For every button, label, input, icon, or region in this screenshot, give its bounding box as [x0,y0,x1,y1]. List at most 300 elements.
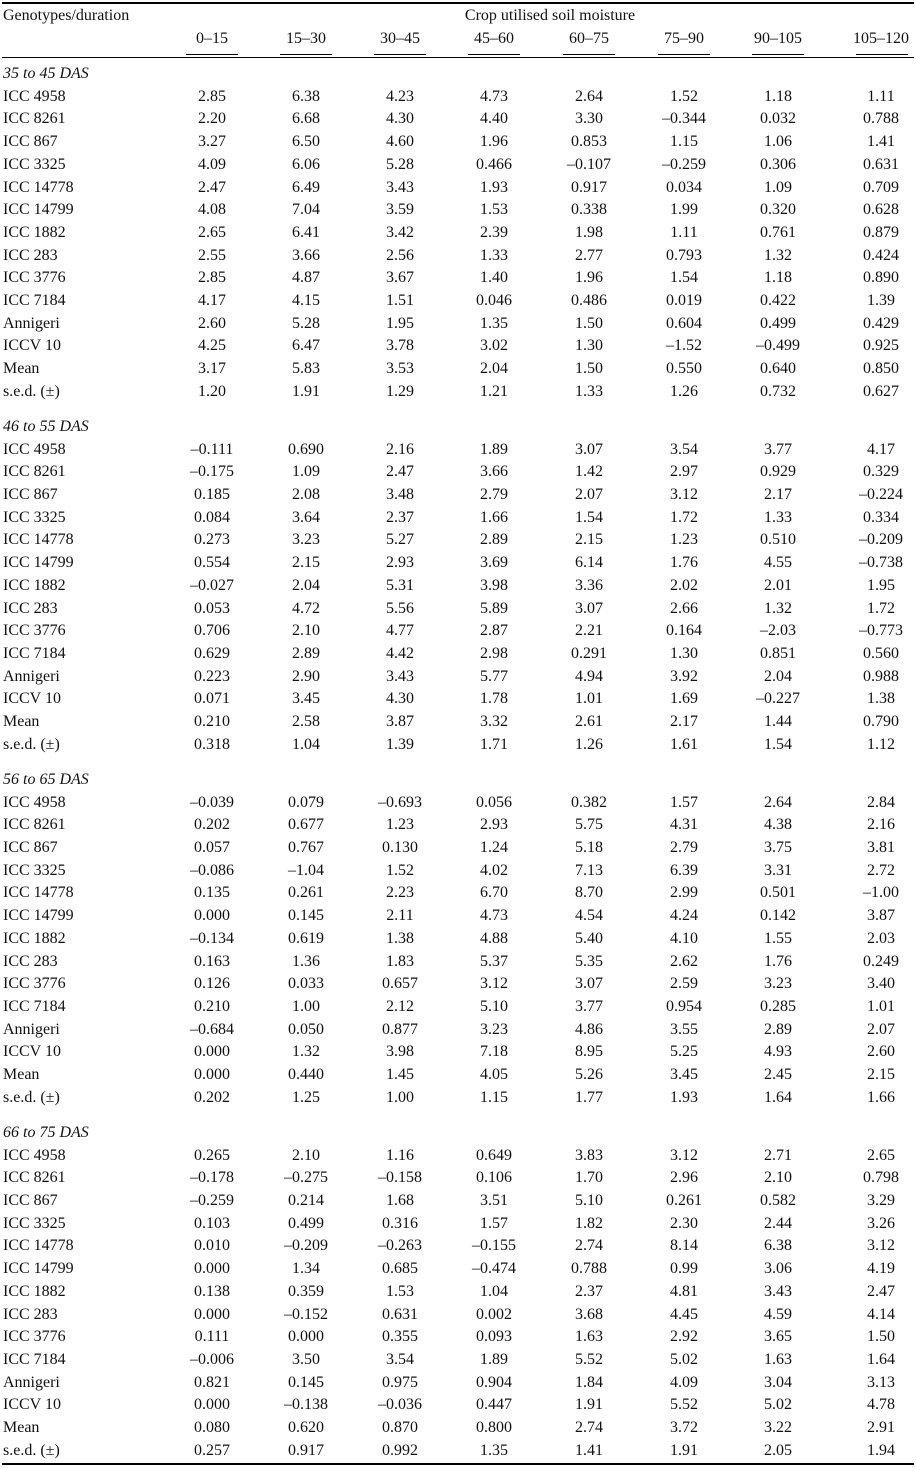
table-cell: 4.05 [480,1066,508,1084]
table-cell: 1.57 [670,793,698,811]
table-cell: 1.36 [292,952,320,970]
row-label: ICC 14778 [3,178,74,196]
table-cell: 0.798 [863,1169,899,1187]
table-cell: –0.499 [756,337,800,355]
table-cell: 3.43 [386,178,414,196]
table-cell: 1.99 [670,201,698,219]
table-cell: 1.32 [764,246,792,264]
table-cell: 2.04 [764,667,792,685]
table-cell: 5.56 [386,599,414,617]
table-cell: 3.98 [480,576,508,594]
table-cell: 3.81 [867,839,895,857]
row-label: ICC 867 [3,486,58,504]
table-cell: –2.03 [760,622,796,640]
table-cell: 3.07 [575,440,603,458]
row-label: ICC 867 [3,839,58,857]
table-cell: 0.761 [760,223,796,241]
table-cell: 5.83 [292,360,320,378]
table-cell: 0.261 [666,1192,702,1210]
table-cell: –0.263 [378,1237,422,1255]
table-cell: 0.000 [194,1260,230,1278]
row-label: ICC 8261 [3,463,66,481]
table-cell: 1.06 [764,133,792,151]
table-cell: 0.917 [288,1441,324,1459]
table-cell: 4.31 [670,816,698,834]
table-cell: 0.046 [476,292,512,309]
table-cell: 2.10 [292,622,320,640]
table-cell: 4.14 [867,1305,895,1323]
table-cell: 0.925 [863,337,899,355]
row-label: ICC 283 [3,246,58,264]
table-cell: 2.62 [670,952,698,970]
table-cell: 0.057 [194,839,230,857]
table-cell: 2.03 [867,929,895,947]
table-cell: 2.89 [764,1020,792,1038]
table-cell: –0.224 [859,486,903,504]
table-cell: 3.30 [575,110,603,128]
table-cell: 1.16 [386,1146,414,1164]
table-cell: 1.41 [575,1441,603,1459]
table-cell: 4.09 [670,1373,698,1391]
table-cell: 1.95 [867,576,895,594]
table-cell: 2.15 [867,1066,895,1084]
row-label: ICC 1882 [3,1282,66,1300]
row-label: ICC 7184 [3,1350,66,1368]
table-cell: 4.30 [386,110,414,128]
table-cell: 2.02 [670,576,698,594]
table-cell: 1.51 [386,292,414,309]
row-label: ICC 3325 [3,155,66,173]
table-cell: 0.164 [666,622,702,640]
table-cell: –1.52 [666,337,702,355]
table-cell: 2.44 [764,1214,792,1232]
table-cell: 4.81 [670,1282,698,1300]
row-label: ICC 14799 [3,554,74,572]
table-cell: 1.50 [575,360,603,378]
table-cell: 0.429 [863,314,899,332]
table-cell: 0.320 [760,201,796,219]
table-cell: 1.04 [480,1282,508,1300]
table-cell: 1.29 [386,382,414,400]
table-cell: 0.851 [760,644,796,662]
table-cell: 0.904 [476,1373,512,1391]
row-label: ICC 4958 [3,1146,66,1164]
table-cell: 0.620 [288,1419,324,1437]
table-cell: 0.706 [194,622,230,640]
table-cell: 4.19 [867,1260,895,1278]
table-cell: 0.929 [760,463,796,481]
table-cell: 1.61 [670,735,698,753]
table-cell: 1.09 [292,463,320,481]
table-cell: 1.00 [386,1088,414,1106]
table-cell: 0.145 [288,907,324,925]
table-cell: 3.12 [670,1146,698,1164]
header-rule [2,57,914,58]
section-title: 66 to 75 DAS [3,1123,89,1141]
table-cell: 2.04 [292,576,320,594]
row-label: Annigeri [3,314,60,332]
table-cell: 0.306 [760,155,796,173]
table-cell: 2.60 [867,1043,895,1061]
row-label: ICC 3325 [3,861,66,879]
column-header-underline [280,54,332,55]
section-title: 35 to 45 DAS [3,65,89,82]
table-cell: 0.640 [760,360,796,378]
table-cell: 0.890 [863,269,899,287]
row-label: ICC 867 [3,1192,58,1210]
table-cell: 0.080 [194,1419,230,1437]
table-cell: 2.47 [867,1282,895,1300]
table-cell: –0.134 [190,929,234,947]
table-cell: 2.90 [292,667,320,685]
table-cell: 0.318 [194,735,230,753]
table-cell: 0.214 [288,1192,324,1210]
table-cell: 2.64 [764,793,792,811]
table-cell: 3.59 [386,201,414,219]
table-cell: 6.14 [575,554,603,572]
table-cell: 3.83 [575,1146,603,1164]
table-cell: 0.210 [194,713,230,731]
table-cell: 2.93 [386,554,414,572]
table-cell: 1.26 [575,735,603,753]
table-cell: 3.12 [480,975,508,993]
table-cell: 1.00 [292,997,320,1015]
table-cell: 4.73 [480,907,508,925]
table-cell: 0.334 [863,508,899,526]
table-cell: –0.178 [190,1169,234,1187]
table-cell: 0.273 [194,531,230,549]
table-cell: 0.627 [863,382,899,400]
table-cell: 8.95 [575,1043,603,1061]
table-cell: 1.91 [292,382,320,400]
table-cell: 0.853 [571,133,607,151]
table-cell: 0.130 [382,839,418,857]
table-cell: 1.55 [764,929,792,947]
table-cell: 5.31 [386,576,414,594]
row-label: ICC 283 [3,1305,58,1323]
table-cell: –0.344 [662,110,706,128]
table-cell: 3.26 [867,1214,895,1232]
row-label: ICC 1882 [3,929,66,947]
table-cell: 2.91 [867,1419,895,1437]
table-cell: 5.27 [386,531,414,549]
table-cell: 1.23 [670,531,698,549]
table-cell: 2.92 [670,1328,698,1346]
table-cell: 0.291 [571,644,607,662]
table-cell: 1.93 [670,1088,698,1106]
table-cell: 1.66 [867,1088,895,1106]
table-cell: 1.30 [575,337,603,355]
table-cell: 1.52 [386,861,414,879]
table-cell: 1.64 [764,1088,792,1106]
table-cell: 1.41 [867,133,895,151]
table-cell: –0.027 [190,576,234,594]
table-cell: 2.85 [198,87,226,105]
table-cell: 0.424 [863,246,899,264]
table-cell: 6.38 [764,1237,792,1255]
table-cell: 2.05 [764,1441,792,1459]
table-cell: 1.35 [480,1441,508,1459]
table-cell: 1.12 [867,735,895,753]
table-cell: 2.20 [198,110,226,128]
row-label: ICC 4958 [3,793,66,811]
table-cell: 1.66 [480,508,508,526]
table-cell: 2.77 [575,246,603,264]
table-cell: 0.019 [666,292,702,309]
table-cell: 4.15 [292,292,320,309]
table-cell: 0.631 [863,155,899,173]
table-cell: 0.142 [760,907,796,925]
table-cell: 5.18 [575,839,603,857]
row-label: ICC 7184 [3,644,66,662]
row-label: ICC 3776 [3,622,66,640]
table-cell: 0.788 [863,110,899,128]
table-cell: 0.657 [382,975,418,993]
table-cell: –0.039 [190,793,234,811]
table-cell: –0.684 [190,1020,234,1038]
table-cell: 3.13 [867,1373,895,1391]
top-rule [2,2,914,4]
table-cell: 2.99 [670,884,698,902]
table-cell: 0.338 [571,201,607,219]
table-cell: 0.032 [760,110,796,128]
table-cell: 0.850 [863,360,899,378]
table-cell: 6.38 [292,87,320,105]
table-cell: –0.209 [284,1237,328,1255]
table-cell: 3.23 [764,975,792,993]
row-label: ICC 3776 [3,1328,66,1346]
table-cell: 2.47 [198,178,226,196]
table-cell: 0.499 [288,1214,324,1232]
table-cell: 8.14 [670,1237,698,1255]
table-cell: 4.02 [480,861,508,879]
table-cell: 0.629 [194,644,230,662]
table-cell: 3.43 [764,1282,792,1300]
table-cell: 0.000 [194,907,230,925]
table-cell: 0.382 [571,793,607,811]
row-label: ICC 7184 [3,292,66,309]
table-cell: 4.10 [670,929,698,947]
table-cell: –0.111 [190,440,234,458]
table-cell: 1.44 [764,713,792,731]
table-cell: 2.37 [575,1282,603,1300]
table-cell: 4.24 [670,907,698,925]
table-cell: 3.87 [386,713,414,731]
row-label: s.e.d. (±) [3,735,60,753]
table-cell: –1.00 [863,884,899,902]
table-cell: 5.02 [670,1350,698,1368]
table-cell: 1.18 [764,87,792,105]
column-header-underline [468,54,520,55]
table-cell: 0.793 [666,246,702,264]
table-cell: 0.975 [382,1373,418,1391]
table-cell: 1.89 [480,1350,508,1368]
table-cell: 4.23 [386,87,414,105]
table-cell: –0.259 [190,1192,234,1210]
table-cell: 0.821 [194,1373,230,1391]
table-cell: 0.257 [194,1441,230,1459]
table-cell: 0.649 [476,1146,512,1164]
table-cell: 1.34 [292,1260,320,1278]
table-cell: 1.32 [764,599,792,617]
table-cell: 2.15 [292,554,320,572]
table-cell: –0.275 [284,1169,328,1187]
table-cell: 2.79 [670,839,698,857]
column-header-underline [374,54,426,55]
table-cell: 0.988 [863,667,899,685]
table-cell: 2.84 [867,793,895,811]
table-cell: 1.33 [764,508,792,526]
table-cell: 3.65 [764,1328,792,1346]
table-cell: 2.08 [292,486,320,504]
table-cell: 3.23 [292,531,320,549]
table-cell: 2.47 [386,463,414,481]
table-cell: 1.23 [386,816,414,834]
table-cell: 5.25 [670,1043,698,1061]
table-cell: 2.97 [670,463,698,481]
table-cell: 2.98 [480,644,508,662]
table-cell: 6.49 [292,178,320,196]
table-cell: 0.079 [288,793,324,811]
table-cell: 0.619 [288,929,324,947]
table-cell: 1.09 [764,178,792,196]
table-cell: 1.63 [575,1328,603,1346]
table-cell: 0.99 [670,1260,698,1278]
table-cell: 4.60 [386,133,414,151]
row-label: ICC 14778 [3,1237,74,1255]
table-cell: 1.21 [480,382,508,400]
row-label: s.e.d. (±) [3,1088,60,1106]
table-cell: 1.83 [386,952,414,970]
table-cell: 0.677 [288,816,324,834]
table-cell: 5.52 [670,1396,698,1414]
table-cell: –0.152 [284,1305,328,1323]
table-cell: –0.155 [472,1237,516,1255]
table-cell: 1.50 [575,314,603,332]
table-cell: 1.93 [480,178,508,196]
table-cell: 0.560 [863,644,899,662]
table-cell: 3.45 [292,690,320,708]
table-cell: 6.68 [292,110,320,128]
table-cell: 2.56 [386,246,414,264]
table-cell: 3.68 [575,1305,603,1323]
table-cell: 2.60 [198,314,226,332]
table-cell: 3.07 [575,599,603,617]
table-cell: 8.70 [575,884,603,902]
table-cell: 2.30 [670,1214,698,1232]
row-label: Annigeri [3,1373,60,1391]
table-cell: –0.773 [859,622,903,640]
column-header: 75–90 [664,30,704,47]
table-cell: 0.210 [194,997,230,1015]
table-cell: 1.15 [480,1088,508,1106]
row-label: ICC 14799 [3,201,74,219]
table-cell: 6.41 [292,223,320,241]
table-cell: 0.071 [194,690,230,708]
table-cell: 0.223 [194,667,230,685]
table-cell: 0.000 [194,1305,230,1323]
column-header: 15–30 [286,30,326,47]
table-cell: 3.55 [670,1020,698,1038]
table-cell: 3.04 [764,1373,792,1391]
table-cell: 3.92 [670,667,698,685]
column-header: 0–15 [196,30,228,47]
table-cell: 2.58 [292,713,320,731]
table-cell: 0.053 [194,599,230,617]
table-cell: 1.64 [867,1350,895,1368]
table-cell: 1.33 [575,382,603,400]
table-cell: 0.709 [863,178,899,196]
table-cell: 2.23 [386,884,414,902]
table-cell: 1.89 [480,440,508,458]
table-cell: 0.138 [194,1282,230,1300]
table-cell: 4.40 [480,110,508,128]
table-cell: 0.879 [863,223,899,241]
table-cell: 5.40 [575,929,603,947]
table-cell: 0.000 [194,1066,230,1084]
table-cell: 0.631 [382,1305,418,1323]
table-cell: 0.954 [666,997,702,1015]
table-cell: 3.06 [764,1260,792,1278]
table-cell: 1.15 [670,133,698,151]
table-cell: 2.16 [867,816,895,834]
table-cell: 1.45 [386,1066,414,1084]
column-header-underline [186,54,238,55]
table-cell: 1.54 [670,269,698,287]
table-cell: 1.04 [292,735,320,753]
row-label: ICC 1882 [3,223,66,241]
table-cell: 0.163 [194,952,230,970]
table-cell: 1.57 [480,1214,508,1232]
column-header: 105–120 [853,30,909,47]
row-label: ICC 867 [3,133,58,151]
table-cell: 5.10 [480,997,508,1015]
table-cell: 0.440 [288,1066,324,1084]
table-cell: 0.002 [476,1305,512,1323]
table-cell: 2.17 [764,486,792,504]
table-cell: –0.158 [378,1169,422,1187]
row-label: ICC 3776 [3,975,66,993]
table-cell: 0.285 [760,997,796,1015]
table-cell: 3.78 [386,337,414,355]
table-cell: 3.12 [867,1237,895,1255]
table-cell: 1.78 [480,690,508,708]
table-cell: –0.209 [859,531,903,549]
table-cell: 3.64 [292,508,320,526]
table-cell: 1.50 [867,1328,895,1346]
table-cell: 0.000 [194,1043,230,1061]
stub-header: Genotypes/duration [3,7,130,24]
table-cell: 2.11 [386,907,414,925]
row-label: s.e.d. (±) [3,1441,60,1459]
table-cell: 2.74 [575,1419,603,1437]
column-header-underline [752,54,804,55]
table-cell: 0.359 [288,1282,324,1300]
table-cell: 1.11 [670,223,698,241]
spanning-header: Crop utilised soil moisture [464,7,636,24]
table-cell: 1.94 [867,1441,895,1459]
table-cell: 3.54 [386,1350,414,1368]
table-cell: 0.265 [194,1146,230,1164]
table-cell: 2.93 [480,816,508,834]
table-cell: 0.202 [194,1088,230,1106]
table-cell: 4.73 [480,87,508,105]
row-label: Annigeri [3,1020,60,1038]
table-cell: 1.40 [480,269,508,287]
table-cell: 1.26 [670,382,698,400]
table-cell: 3.02 [480,337,508,355]
table-cell: 3.31 [764,861,792,879]
